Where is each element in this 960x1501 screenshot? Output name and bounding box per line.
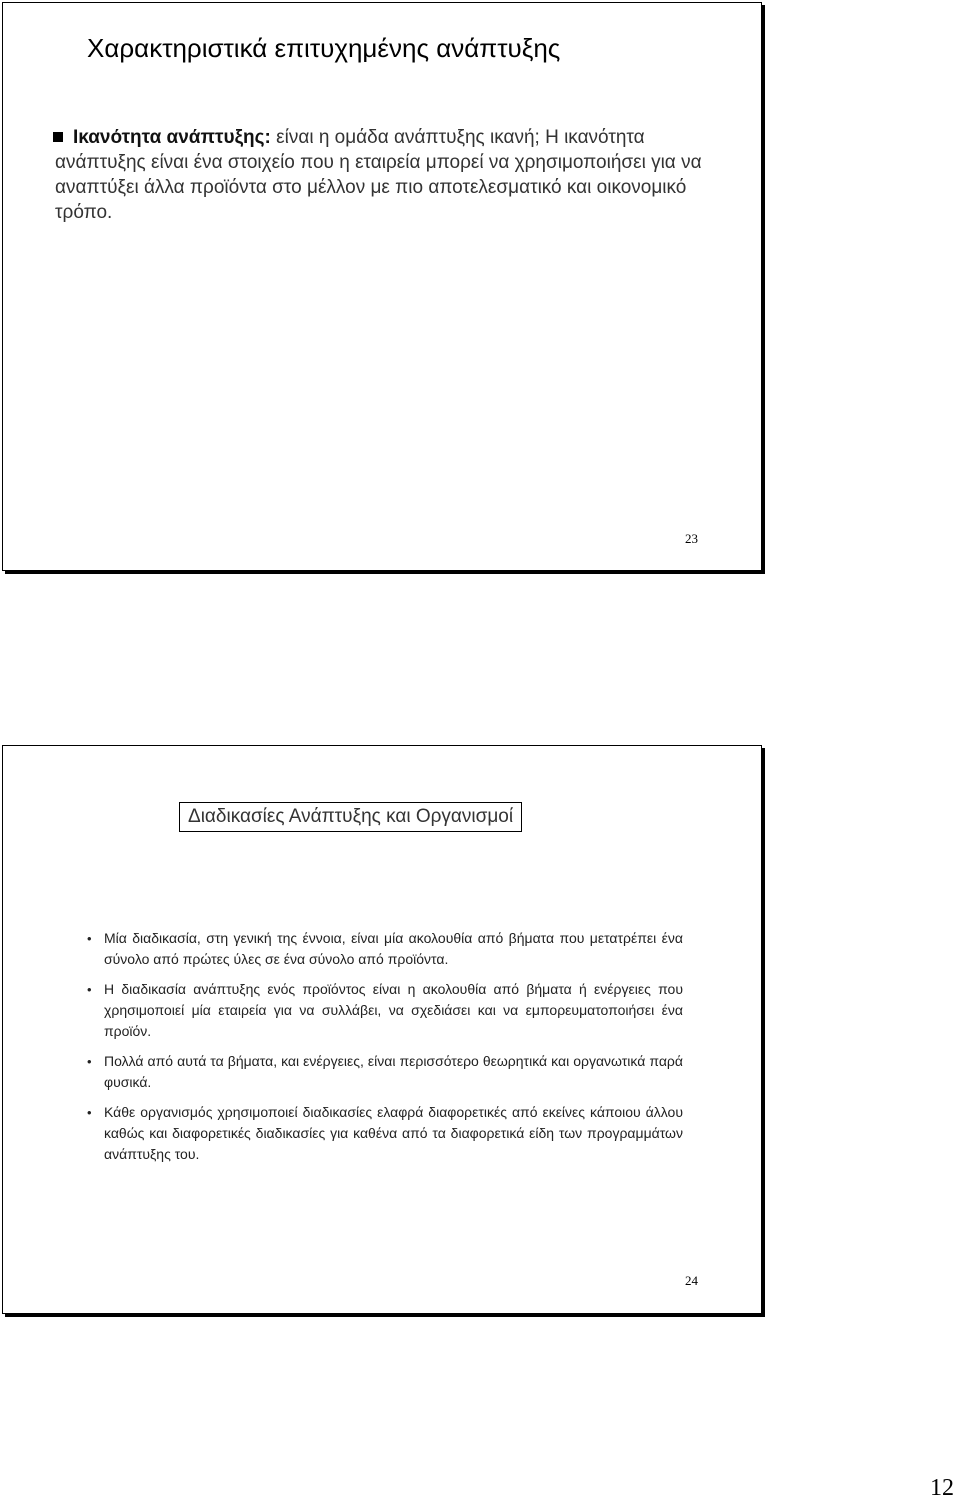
bullet-dot-icon: • <box>87 982 92 997</box>
bullet-dot-icon: • <box>87 1105 92 1120</box>
bullet-list <box>87 928 683 1174</box>
list-item <box>87 979 683 1042</box>
list-item-text: Μία διαδικασία, στη γενική της έννοια, είναι μία ακολουθία από βήματα που μετατρέπει ένα σύνολο από πρώτες ύλες σε ένα σύνολο από προϊόντα. <box>104 930 683 967</box>
slide-number: 23 <box>685 531 698 546</box>
square-bullet-icon <box>53 132 63 142</box>
bullet-text <box>53 125 703 225</box>
list-item <box>87 1102 683 1165</box>
slide-23 <box>2 2 762 571</box>
bullet-dot-icon: • <box>87 931 92 946</box>
bullet-lead: Ικανότητα ανάπτυξης: <box>73 127 271 148</box>
list-item <box>87 1051 683 1093</box>
bullet-dot-icon: • <box>87 1054 92 1069</box>
list-item-text: Πολλά από αυτά τα βήματα, και ενέργειες, είναι περισσότερο θεωρητικά και οργανωτικά παρά φυσικά. <box>104 1053 683 1090</box>
list-item-text: Κάθε οργανισμός χρησιμοποιεί διαδικασίες ελαφρά διαφορετικές από εκείνες κάποιου άλλου καθώς και διαφορετικές διαδικασίες για καθένα από τα διαφορετικά είδη των προγραμμάτων ανάπτυξης του. <box>104 1104 683 1162</box>
slide-24 <box>2 745 762 1314</box>
list-item <box>87 928 683 970</box>
slide-title: Χαρακτηριστικά επιτυχημένης ανάπτυξης <box>87 33 561 63</box>
bullet-item <box>53 125 703 225</box>
bullet-body: είναι η ομάδα ανάπτυξης ικανή; Η ικανότητα ανάπτυξης είναι ένα στοιχείο που η εταιρεία μπορεί να χρησιμοποιήσει για να αναπτύξει άλλα προϊόντα στο μέλλον με πιο αποτελεσματικό και οικονομικό τρόπο. <box>55 127 702 223</box>
list-item-text: Η διαδικασία ανάπτυξης ενός προϊόντος είναι η ακολουθία από βήματα ή ενέργειες που χρησιμοποιεί μία εταιρεία για να συλλάβει, να σχεδιάσει και να εμπορευματοποιήσει ένα προϊόν. <box>104 981 683 1039</box>
page-number: 12 <box>930 1475 954 1501</box>
slide-number: 24 <box>685 1273 698 1288</box>
slide-title: Διαδικασίες Ανάπτυξης και Οργανισμοί <box>179 802 522 832</box>
